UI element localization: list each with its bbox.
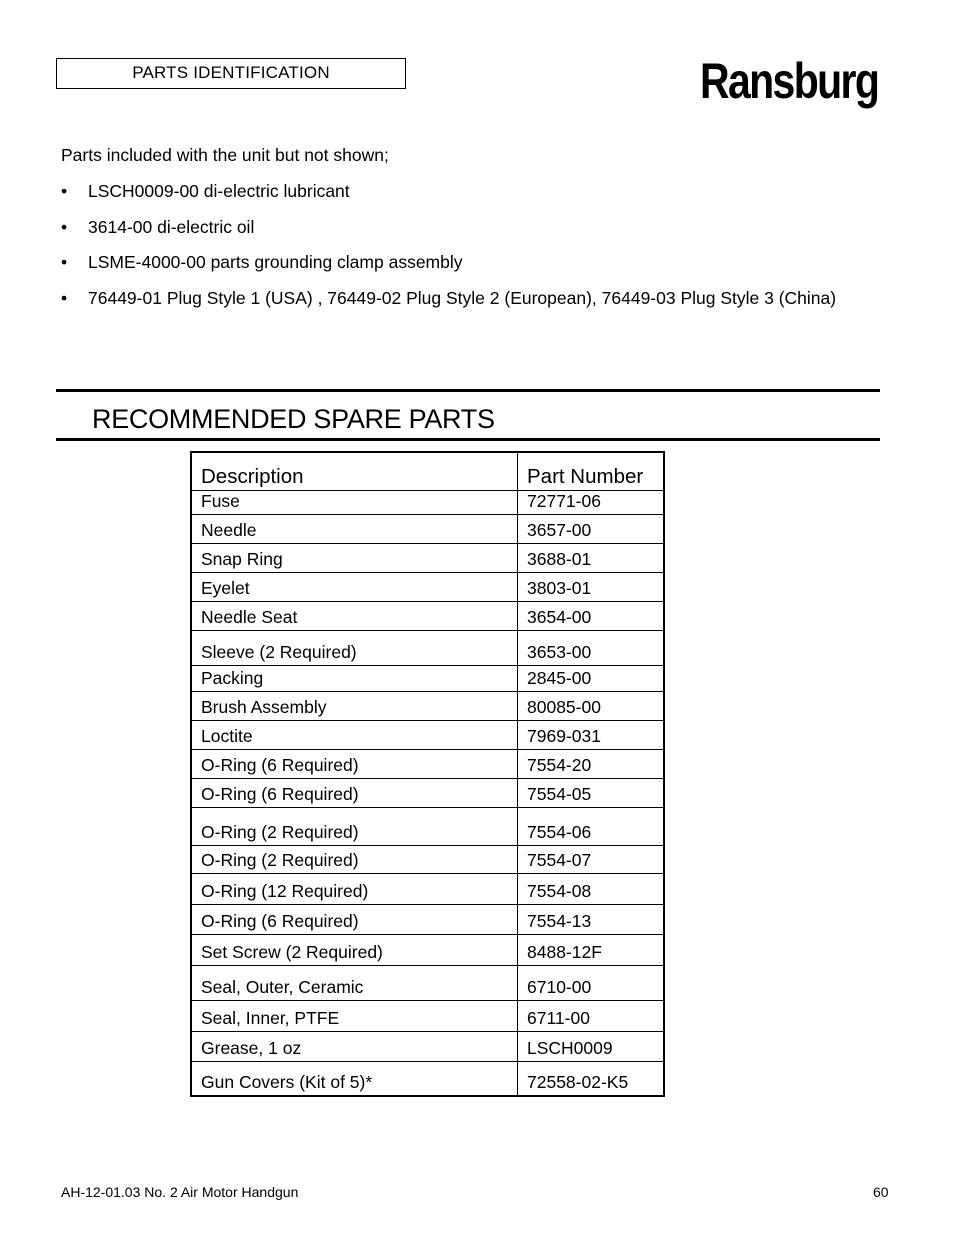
- cell-description: Snap Ring: [191, 544, 518, 573]
- table-row: [191, 544, 664, 573]
- table-row: [191, 905, 664, 935]
- included-parts-list: [61, 180, 836, 323]
- table-row: [191, 515, 664, 544]
- list-item-text: 3614-00 di-electric oil: [88, 216, 255, 237]
- table-row: [191, 750, 664, 779]
- table-row: [191, 692, 664, 721]
- cell-part-number: 7554-20: [518, 750, 665, 779]
- spare-parts-table: [190, 451, 665, 1097]
- cell-description: Gun Covers (Kit of 5)*: [191, 1062, 518, 1096]
- table-row: [191, 779, 664, 808]
- cell-description: Packing: [191, 666, 518, 692]
- cell-part-number: 2845-00: [518, 666, 665, 692]
- cell-part-number: LSCH0009: [518, 1032, 665, 1062]
- cell-description: Seal, Outer, Ceramic: [191, 966, 518, 1001]
- page-number: 60: [873, 1184, 889, 1200]
- table-header-row: [191, 452, 664, 491]
- table-row: [191, 966, 664, 1001]
- cell-part-number: 7554-07: [518, 846, 665, 874]
- table-row: [191, 1001, 664, 1032]
- cell-description: O-Ring (2 Required): [191, 808, 518, 846]
- cell-description: Needle Seat: [191, 602, 518, 631]
- cell-part-number: 3657-00: [518, 515, 665, 544]
- heading-rule-top: [56, 389, 880, 392]
- table-row: [191, 666, 664, 692]
- cell-part-number: 6711-00: [518, 1001, 665, 1032]
- cell-part-number: 8488-12F: [518, 935, 665, 966]
- table-row: [191, 631, 664, 666]
- cell-part-number: 72558-02-K5: [518, 1062, 665, 1096]
- table-row: [191, 491, 664, 515]
- cell-part-number: 3653-00: [518, 631, 665, 666]
- table-row: [191, 1062, 664, 1096]
- cell-description: O-Ring (12 Required): [191, 874, 518, 905]
- cell-description: Set Screw (2 Required): [191, 935, 518, 966]
- cell-description: Loctite: [191, 721, 518, 750]
- list-item-text: LSME-4000-00 parts grounding clamp assembly: [88, 252, 463, 273]
- table-row: [191, 808, 664, 846]
- document-title: AH-12-01.03 No. 2 Air Motor Handgun: [61, 1184, 299, 1200]
- cell-description: O-Ring (6 Required): [191, 779, 518, 808]
- list-item-text: LSCH0009-00 di-electric lubricant: [88, 181, 350, 201]
- cell-description: Brush Assembly: [191, 692, 518, 721]
- cell-part-number: 72771-06: [518, 491, 665, 515]
- list-item: [61, 180, 836, 216]
- cell-part-number: 3654-00: [518, 602, 665, 631]
- ransburg-logo: Ransburg: [700, 53, 879, 109]
- cell-part-number: 80085-00: [518, 692, 665, 721]
- section-label: PARTS IDENTIFICATION: [56, 58, 406, 89]
- cell-part-number: 7554-08: [518, 874, 665, 905]
- cell-part-number: 7554-06: [518, 808, 665, 846]
- cell-description: Seal, Inner, PTFE: [191, 1001, 518, 1032]
- cell-description: O-Ring (2 Required): [191, 846, 518, 874]
- column-header-part-number: Part Number: [518, 452, 665, 491]
- cell-description: Eyelet: [191, 573, 518, 602]
- table-row: [191, 874, 664, 905]
- column-header-description: Description: [191, 452, 518, 491]
- table-row: [191, 935, 664, 966]
- cell-description: Needle: [191, 515, 518, 544]
- list-item: [61, 216, 836, 252]
- table-row: [191, 846, 664, 874]
- cell-part-number: 3803-01: [518, 573, 665, 602]
- bullet-icon: •: [61, 252, 68, 273]
- cell-description: Sleeve (2 Required): [191, 631, 518, 666]
- intro-text: Parts included with the unit but not shown;: [61, 145, 389, 165]
- cell-part-number: 3688-01: [518, 544, 665, 573]
- list-item: [61, 251, 836, 287]
- bullet-icon: •: [61, 288, 68, 309]
- list-item: [61, 287, 836, 323]
- cell-part-number: 7554-13: [518, 905, 665, 935]
- table-row: [191, 602, 664, 631]
- cell-description: O-Ring (6 Required): [191, 905, 518, 935]
- cell-description: Fuse: [191, 491, 518, 515]
- cell-part-number: 7969-031: [518, 721, 665, 750]
- cell-part-number: 6710-00: [518, 966, 665, 1001]
- table-row: [191, 721, 664, 750]
- cell-description: Grease, 1 oz: [191, 1032, 518, 1062]
- table-row: [191, 573, 664, 602]
- table-row: [191, 1032, 664, 1062]
- cell-description: O-Ring (6 Required): [191, 750, 518, 779]
- heading-rule-bottom: [56, 438, 880, 441]
- spare-parts-heading: RECOMMENDED SPARE PARTS: [92, 404, 495, 434]
- list-item-text: 76449-01 Plug Style 1 (USA) , 76449-02 Plug Style 2 (European), 76449-03 Plug Style 3 (China): [88, 288, 837, 309]
- bullet-icon: •: [61, 216, 68, 237]
- bullet-icon: •: [61, 181, 68, 201]
- cell-part-number: 7554-05: [518, 779, 665, 808]
